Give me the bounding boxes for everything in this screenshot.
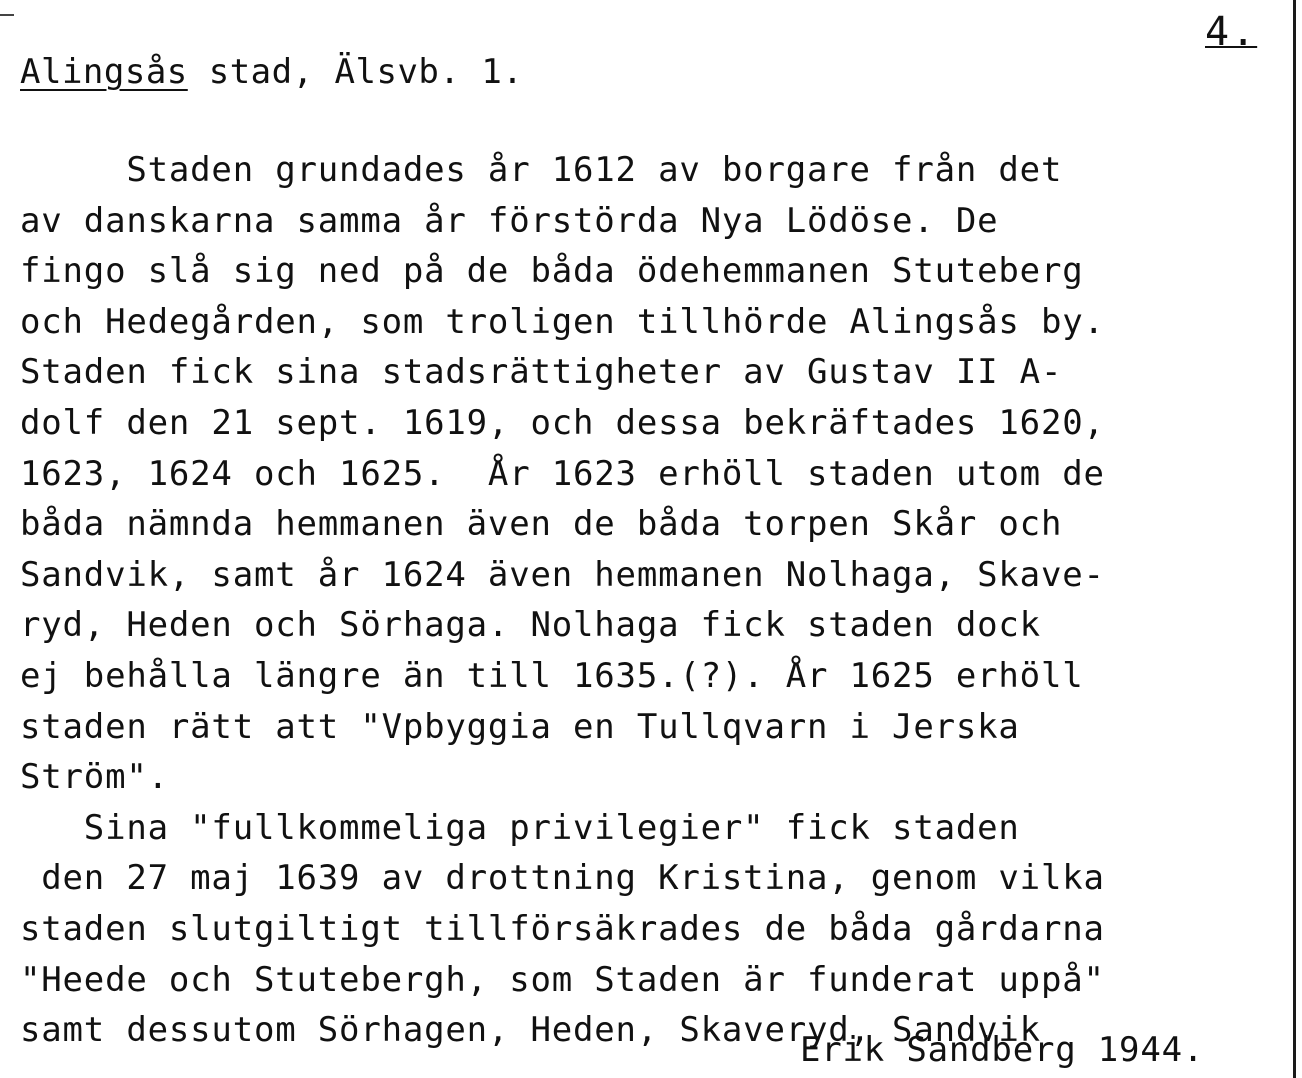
text-line: Ström". [20,757,169,798]
text-line: ej behålla längre än till 1635.(?). År 1625 erhöll [20,655,1084,696]
text-line: Sandvik, samt år 1624 även hemmanen Nolhaga, Skave- [20,554,1105,595]
author-signature: Erik Sandberg 1944. [800,1030,1205,1070]
text-line: ryd, Heden och Sörhaga. Nolhaga fick staden dock [20,605,1041,646]
page-number: 4. [1205,9,1258,55]
text-line: båda nämnda hemmanen även de båda torpen Skår och [20,504,1063,545]
text-line: staden rätt att "Vpbyggia en Tullqvarn i Jerska [20,706,1020,747]
text-line: av danskarna samma år förstörda Nya Lödöse. De [20,200,999,241]
body-text [20,145,1290,1056]
text-line: dolf den 21 sept. 1619, och dessa bekräftades 1620, [20,402,1105,443]
text-line: och Hedegården, som troligen tillhörde Alingsås by. [20,301,1105,342]
text-line: samt dessutom Sörhagen, Heden, Skaveryd, Sandvik [20,1010,1041,1051]
text-line: fingo slå sig ned på de båda ödehemmanen Stuteberg [20,251,1084,292]
text-line: "Heede och Stutebergh, som Staden är funderat uppå" [20,959,1105,1000]
card-right-edge [1293,0,1296,1078]
card-corner-mark [0,14,14,16]
text-line: Sina "fullkommeliga privilegier" fick staden [20,807,1020,848]
text-line: den 27 maj 1639 av drottning Kristina, genom vilka [20,858,1105,899]
text-line: Staden grundades år 1612 av borgare från det [20,150,1063,190]
card-heading [20,50,523,94]
text-line: Staden fick sina stadsrättigheter av Gustav II A- [20,352,1063,393]
heading-place: Alingsås [20,52,188,92]
heading-rest: stad, Älsvb. 1. [187,52,524,92]
text-line: staden slutgiltigt tillförsäkrades de båda gårdarna [20,908,1105,949]
text-line: 1623, 1624 och 1625. År 1623 erhöll staden utom de [20,453,1105,494]
